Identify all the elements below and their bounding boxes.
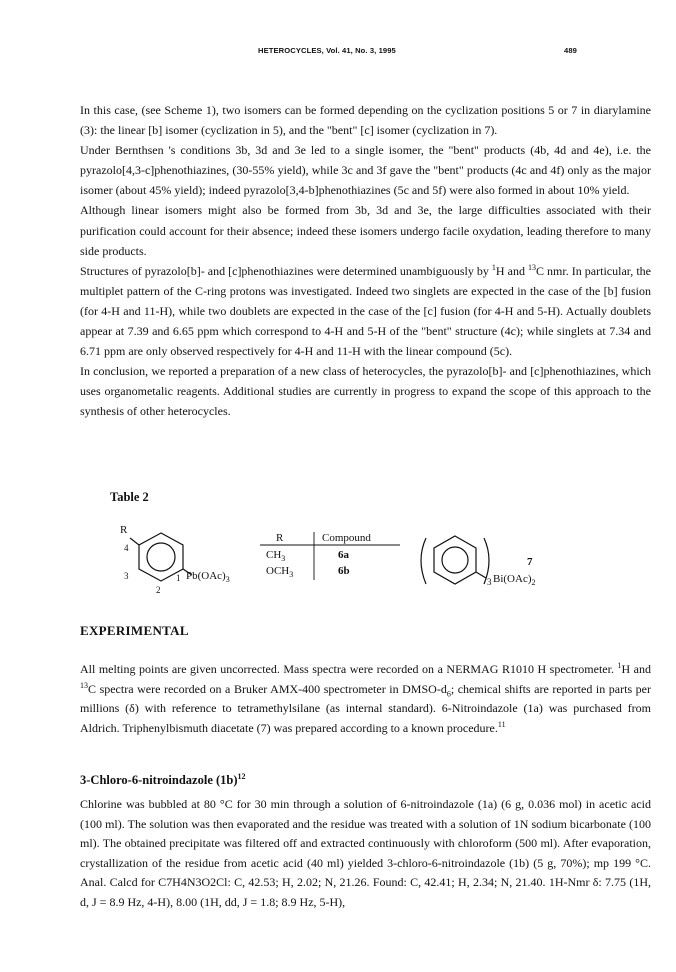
compound-1b-heading: 3-Chloro-6-nitroindazole $(1b)^{12}$ <box>80 771 246 787</box>
compound-number-7: 7 <box>527 556 533 568</box>
column-compound-header: Compound <box>322 532 371 544</box>
bismuth-reagent-label: $Bi(OAc)_2$ <box>493 573 536 588</box>
paragraph-isomers: In this case, (see Scheme 1), two isomers can be formed depending on the cyclization positions 5 or 7 in diarylamine (3): the linear [b] isomer (cyclization in 5), and the "bent" [c] isomer (cyclization in 7). <box>80 103 651 138</box>
benzene-ring-bismuth <box>421 536 489 584</box>
lead-reagent-label: $Pb(OAc)_3$ <box>186 570 230 585</box>
column-r-header: R <box>276 532 284 544</box>
paragraph-linear-isomers: Although linear isomers might also be formed from 3b, 3d and 3e, the large difficulties associated with their purification could account for their absence; indeed these isomers undergo facile oxydation, leading therefore to many side products. <box>80 203 651 258</box>
benzene-ring-lead <box>130 533 192 581</box>
r-substituent-label: R <box>120 524 128 536</box>
experimental-heading: EXPERIMENTAL <box>80 623 189 638</box>
table-cell-r: $OCH_3$ <box>266 565 294 580</box>
journal-citation: HETEROCYCLES, Vol. 41, No. 3, 1995 <box>258 46 396 55</box>
ring-position-1: 1 <box>176 573 181 583</box>
bismuth-subscript-3: 3 <box>487 577 492 587</box>
running-header <box>0 46 676 60</box>
experimental-general <box>80 660 651 738</box>
ring-position-2: 2 <box>156 585 161 595</box>
paragraph-chlorination: Chlorine was bubbled at 80 °C for 30 min through a solution of 6-nitroindazole (1a) (6 g, 0.036 mol) in acetic acid (100 ml). The solution was then evaporated and the residue was treated with a solution of 1N sodium bicarbonate (100 ml). The obtained precipitate was filtered off and extracted continuously with chloroform (500 ml). After evaporation, crystallization of the residue from acetic acid (40 ml) yielded 3-chloro-6-nitroindazole (1b) (5 g, 70%); mp 199 °C. Anal. Calcd for C7H4N3O2Cl: C, 42.53; H, 2.02; N, 21.26. Found: C, 42.41; H, 2.34; N, 21.40. 1H-Nmr δ: 7.75 (1H, d, J = 8.9 Hz, 4-H), 8.00 (1H, dd, J = 1.8; 8.9 Hz, 5-H), <box>80 797 651 909</box>
page-number: 489 <box>564 46 577 55</box>
reagent-scheme <box>100 518 620 608</box>
ring-position-3: 3 <box>124 571 129 581</box>
table-title: Table 2 <box>110 490 149 504</box>
paragraph-bernthsen: Under Bernthsen 's conditions 3b, 3d and 3e led to a single isomer, the "bent" products (4b, 4d and 4e), i.e. the pyrazolo[4,3-c]phenothiazines, (30-55% yield), while 3c and 3f gave the "bent" products (4c and 4f) only as the major isomer (about 45% yield); indeed pyrazolo[3,4-b]phenothiazines (5c and 5f) were also formed in about 10% yield. <box>80 143 651 198</box>
table-cell-compound: 6a <box>338 549 349 561</box>
table-cell-compound: 6b <box>338 565 350 577</box>
ring-position-4: 4 <box>124 543 129 553</box>
table-cell-r: $CH_3$ <box>266 549 286 564</box>
compound-1b-procedure <box>80 795 651 913</box>
paragraph-conclusion: In conclusion, we reported a preparation of a new class of heterocycles, the pyrazolo[b]- and [c]phenothiazines, which uses organometalic reagents. Additional studies are currently in progress to expand the scope of this approach to the synthesis of other heterocycles. <box>80 364 651 419</box>
paragraph-general-methods: All melting points are given uncorrected. Mass spectra were recorded on a NERMAG R1010 H spectrometer. $^1$H and $^{13}$C spectra were recorded on a Bruker AMX-400 spectrometer in DMSO-$d_6$; chemical shifts are reported in parts per millions (δ) with reference to tetramethylsilane (as internal standard). 6-Nitroindazole (1a) was purchased from Aldrich. Triphenylbismuth diacetate (7) was prepared according to a known procedure.$^{11}$ <box>80 661 651 735</box>
paragraph-nmr: Structures of pyrazolo[b]- and [c]phenothiazines were determined unambiguously by $^1$H and $^{13}$C nmr. In particular, the multiplet pattern of the C-ring protons was investigated. Indeed two singlets are expected in the case of the [b] fusion (for 4-H and 11-H), while two doublets are expected in the case of the [c] fusion (for 4-H and 5-H). Actually doublets appear at 7.39 and 6.65 ppm which correspond to 4-H and 5-H of the "bent" structure (4c); while singlets at 7.34 and 6.71 ppm are only observed respectively for 4-H and 11-H with the linear compound (5c). <box>80 262 651 359</box>
results-text <box>80 100 651 422</box>
